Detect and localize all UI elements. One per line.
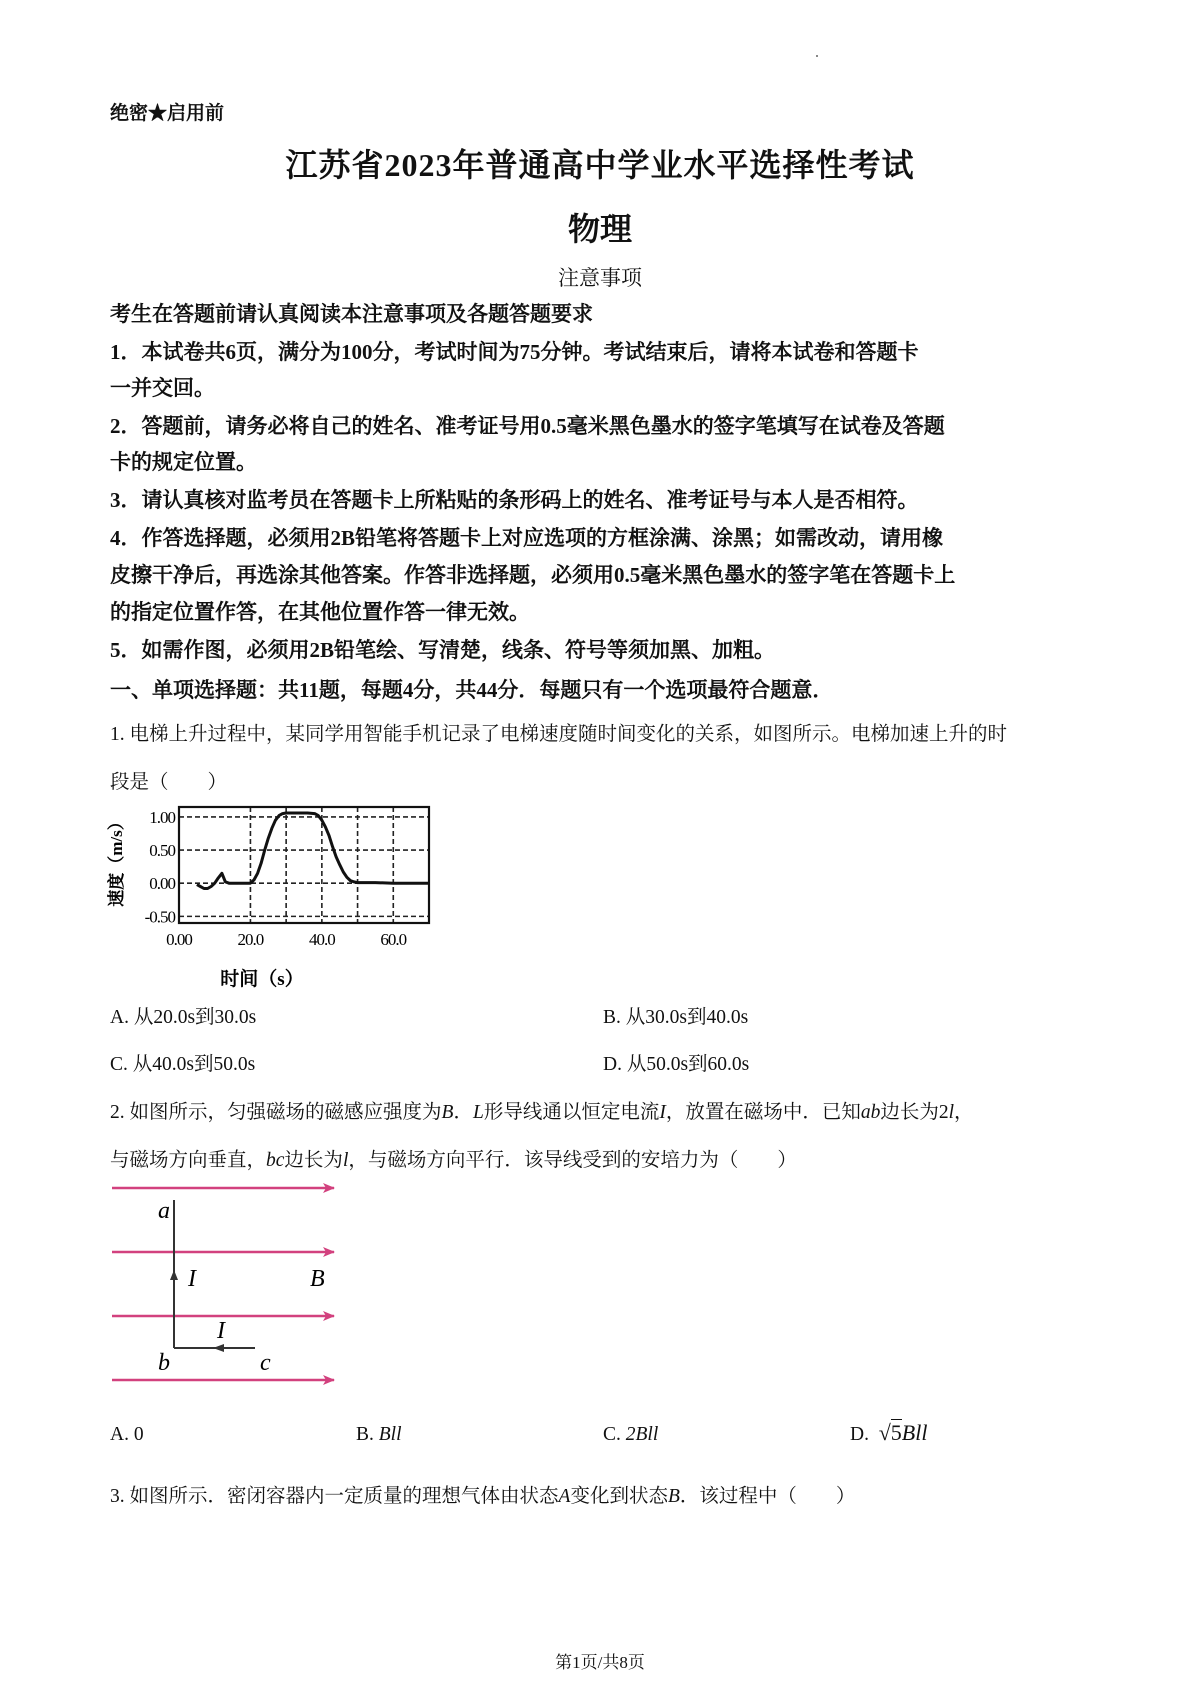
q1-option-b[interactable] (603, 1001, 748, 1029)
radicand: 5 (890, 1420, 902, 1445)
q1-stem-line-1: 1. 电梯上升过程中，某同学用智能手机记录了电梯速度随时间变化的关系，如图所示。电梯加速上升的时 (110, 724, 1008, 745)
q2-option-d[interactable] (850, 1420, 927, 1446)
option-text: 从30.0s到40.0s (625, 1007, 749, 1028)
label-a: a (158, 1198, 170, 1224)
option-label: C. (110, 1054, 128, 1075)
notice-item-3: 3．请认真核对监考员在答题卡上所粘贴的条形码上的姓名、准考证号与本人是否相符。 (110, 488, 919, 512)
section-heading: 一、单项选择题：共11题，每题4分，共44分．每题只有一个选项最符合题意． (110, 678, 834, 702)
x-tick-label: 20.0 (237, 930, 264, 949)
y-tick-label: 1.00 (149, 807, 175, 827)
notice-item-4-line-2: 皮擦干净后，再选涂其他答案。作答非选择题，必须用0.5毫米黑色墨水的签字笔在答题卡上 (110, 563, 956, 587)
q2-stem-line-1 (110, 1096, 974, 1124)
q2-option-c[interactable] (603, 1424, 658, 1446)
symbol-B: B (441, 1102, 454, 1123)
text: 2. 如图所示，匀强磁场的磁感应强度为 (110, 1102, 442, 1123)
text: ，放置在磁场中．已知 (665, 1102, 861, 1123)
option-label: A. (110, 1007, 129, 1028)
scan-speck (816, 55, 818, 57)
velocity-time-chart (100, 800, 440, 990)
label-field-B: B (310, 1266, 325, 1292)
notice-item-2-line-2: 卡的规定位置。 (110, 450, 257, 474)
option-label: B. (356, 1424, 374, 1445)
text: ． (453, 1102, 473, 1123)
y-axis-label: 速度（m/s） (107, 813, 126, 907)
option-text: 2Bll (625, 1424, 659, 1445)
x-axis-label: 时间（s） (220, 969, 304, 990)
symbol-L: L (472, 1102, 484, 1123)
option-label: D. (850, 1424, 869, 1445)
symbol-l: l (342, 1150, 349, 1171)
q3-stem (110, 1480, 855, 1508)
confidential-label: 绝密★启用前 (110, 103, 225, 124)
x-tick-label: 40.0 (308, 930, 335, 949)
notice-item-1-line-2: 一并交回。 (110, 376, 215, 400)
sqrt-icon: √ (878, 1420, 891, 1445)
text: ，与磁场方向平行．该导线受到的安培力为（ ） (348, 1150, 797, 1171)
y-tick-label: 0.50 (149, 841, 175, 861)
symbol-l: l (948, 1102, 955, 1123)
plot-frame (179, 807, 429, 923)
q2-option-b[interactable] (356, 1424, 402, 1446)
q1-option-d[interactable] (603, 1048, 749, 1076)
magnetic-field-diagram (100, 1180, 350, 1400)
label-c: c (260, 1350, 271, 1376)
option-text: Bll (378, 1424, 402, 1445)
symbol-ab: ab (860, 1102, 881, 1123)
option-text: 0 (133, 1424, 144, 1445)
text: 3. 如图所示．密闭容器内一定质量的理想气体由状态 (110, 1486, 559, 1507)
text: 变化到状态 (570, 1486, 668, 1507)
option-text: 从50.0s到60.0s (626, 1054, 750, 1075)
page-number: 第1页/共8页 (555, 1653, 645, 1672)
x-tick-label: 0.00 (166, 930, 192, 949)
option-text: 从20.0s到30.0s (133, 1007, 257, 1028)
current-arrow-up-icon (170, 1270, 178, 1280)
label-current-vertical: I (188, 1266, 196, 1292)
symbol-I: I (659, 1102, 666, 1123)
notice-item-2-line-1: 2．答题前，请务必将自己的姓名、准考证号用0.5毫米黑色墨水的签字笔填写在试卷及答题 (110, 414, 945, 438)
option-label: D. (603, 1054, 622, 1075)
q2-stem-line-2 (110, 1144, 797, 1172)
notice-item-4-line-3: 的指定位置作答，在其他位置作答一律无效。 (110, 600, 530, 624)
text: 与磁场方向垂直， (110, 1150, 267, 1171)
notice-intro: 考生在答题前请认真阅读本注意事项及各题答题要求 (110, 302, 593, 326)
notice-item-1-line-1: 1．本试卷共6页，满分为100分，考试时间为75分钟。考试结束后，请将本试卷和答题卡 (110, 340, 919, 364)
option-label: A. (110, 1424, 129, 1445)
symbol-bc: bc (266, 1150, 285, 1171)
option-label: B. (603, 1007, 621, 1028)
subject-title: 物理 (567, 211, 632, 247)
label-current-horizontal: I (217, 1318, 225, 1344)
q2-option-a[interactable] (110, 1424, 144, 1446)
notice-item-5: 5．如需作图，必须用2B铅笔绘、写清楚，线条、符号等须加黑、加粗。 (110, 638, 776, 662)
notice-heading: 注意事项 (558, 266, 642, 290)
q1-option-c[interactable] (110, 1048, 255, 1076)
text: 边长为2 (880, 1102, 949, 1123)
symbol-B: B (667, 1486, 680, 1507)
option-suffix: Bll (901, 1420, 928, 1445)
y-tick-label: -0.50 (144, 907, 175, 927)
text: ， (954, 1102, 974, 1123)
chart-grid (179, 807, 429, 923)
current-arrow-left-icon (213, 1344, 224, 1352)
option-label: C. (603, 1424, 621, 1445)
label-b: b (158, 1350, 170, 1376)
chart-tick-labels (145, 808, 407, 949)
option-text: 从40.0s到50.0s (132, 1054, 256, 1075)
text: 边长为 (284, 1150, 343, 1171)
exam-title: 江苏省2023年普通高中学业水平选择性考试 (285, 147, 915, 183)
text: ．该过程中（ ） (679, 1486, 856, 1507)
y-tick-label: 0.00 (149, 874, 175, 894)
x-tick-label: 60.0 (380, 930, 407, 949)
notice-item-4-line-1: 4．作答选择题，必须用2B铅笔将答题卡上对应选项的方框涂满、涂黑；如需改动，请用橡 (110, 526, 944, 550)
q1-stem-line-2: 段是（ ） (110, 772, 228, 793)
text: 形导线通以恒定电流 (483, 1102, 660, 1123)
q1-option-a[interactable] (110, 1001, 256, 1029)
symbol-A: A (558, 1486, 571, 1507)
